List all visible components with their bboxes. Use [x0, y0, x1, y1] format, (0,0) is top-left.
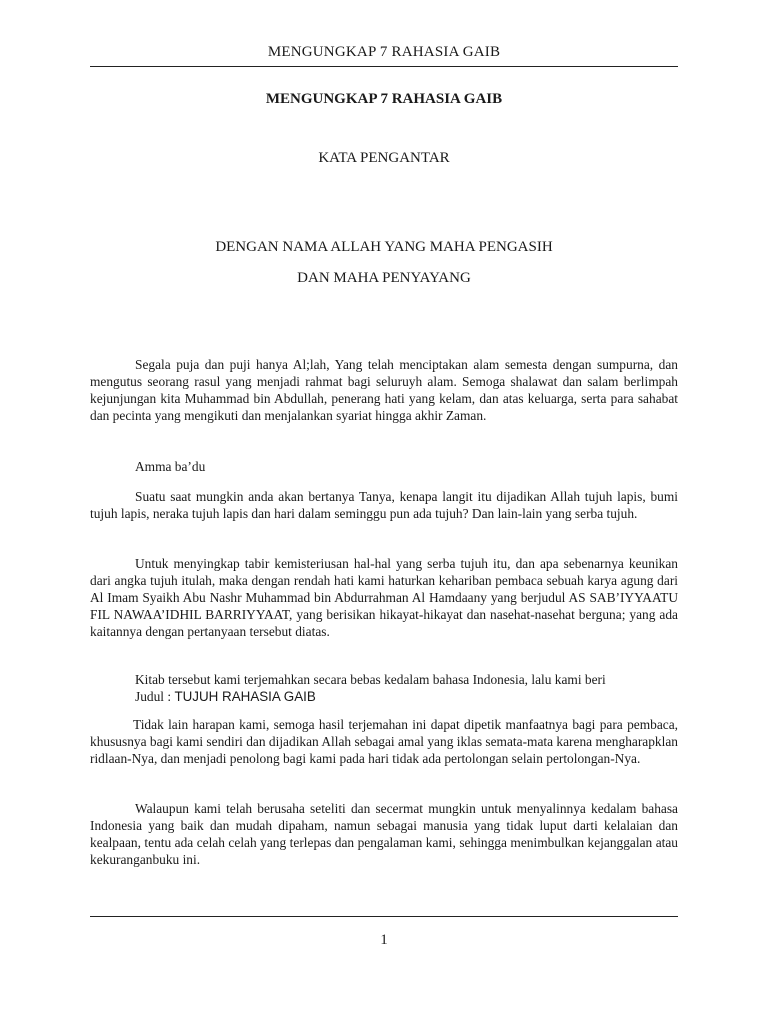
paragraph-2 — [90, 458, 678, 475]
paragraph-text: Kitab tersebut kami terjemahkan secara bebas kedalam bahasa Indonesia, lalu kami beri — [135, 672, 606, 687]
paragraph-text: Untuk menyingkap tabir kemisteriusan hal-hal yang serba tujuh itu, dan apa sebenarnya keunikan dari angka tujuh itulah, maka dengan rendah hati kami haturkan kehariban pembaca sebuah karya agung dari Al Imam Syaikh Abu Nashr Muhammad bin Abdurrahman Al Hamdaany yang berjudul AS SAB’IYYAATU FIL NAWAA’IDHIL BARRIYYAAT, yang berisikan hikayat-hikayat dan nasehat-nasehat berguna; yang ada kaitannya dengan pertanyaan tersebut diatas. — [90, 556, 678, 639]
paragraph-text: Suatu saat mungkin anda akan bertanya Tanya, kenapa langit itu dijadikan Allah tujuh lapis, bumi tujuh lapis, neraka tujuh lapis dan hari dalam seminggu pun ada tujuh? Dan lain-lain yang serba tujuh. — [90, 489, 678, 521]
judul-label: Judul : — [135, 689, 175, 704]
paragraph-text: Amma ba’du — [135, 459, 206, 474]
page-number: 1 — [380, 932, 388, 948]
section-heading: KATA PENGANTAR — [318, 150, 450, 166]
header-rule — [90, 66, 678, 67]
paragraph-text: Walaupun kami telah berusaha seteliti dan secermat mungkin untuk menyalinnya kedalam bahasa Indonesia yang baik dan mudah dipaham, namun sebagai manusia yang tidak luput darti kelalaian dan kealpaan, tentu ada celah celah yang terlepas dan pengalaman kami, sehingga menimbulkan kejanggalan atau kekuranganbuku ini. — [90, 801, 678, 867]
paragraph-3 — [90, 488, 678, 522]
paragraph-6 — [90, 716, 678, 767]
paragraph-4 — [90, 555, 678, 640]
paragraph-1 — [90, 356, 678, 424]
paragraph-7 — [90, 800, 678, 868]
judul-line — [90, 688, 678, 705]
judul-value: TUJUH RAHASIA GAIB — [174, 689, 316, 704]
document-title: MENGUNGKAP 7 RAHASIA GAIB — [265, 91, 503, 107]
footer-rule — [90, 916, 678, 917]
paragraph-5 — [90, 671, 678, 705]
paragraph-text: Tidak lain harapan kami, semoga hasil terjemahan ini dapat dipetik manfaatnya bagi para pembaca, khususnya bagi kami sendiri dan dijadikan Allah sebagai amal yang iklas semata-mata karena mengharapklan ridlaan-Nya, dan menjadi penolong bagi kami pada hari tidak ada pertolongan selain pertolongan-Nya. — [90, 717, 678, 766]
running-header: MENGUNGKAP 7 RAHASIA GAIB — [267, 44, 501, 60]
paragraph-text: Segala puja dan puji hanya Al;lah, Yang telah menciptakan alam semesta dengan sumpurna, dan mengutus seorang rasul yang menjadi rahmat bagi seluruyh alam. Semoga shalawat dan salam berlimpah kejunjungan kita Muhammad bin Abdullah, penerang hati yang kelam, dan atas keluarga, serta para sahabat dan pecinta yang mengikuti dan menjalankan syariat hingga akhir Zaman. — [90, 357, 678, 423]
bismillah-line-2: DAN MAHA PENYAYANG — [297, 270, 471, 286]
bismillah-line-1: DENGAN NAMA ALLAH YANG MAHA PENGASIH — [215, 239, 553, 255]
